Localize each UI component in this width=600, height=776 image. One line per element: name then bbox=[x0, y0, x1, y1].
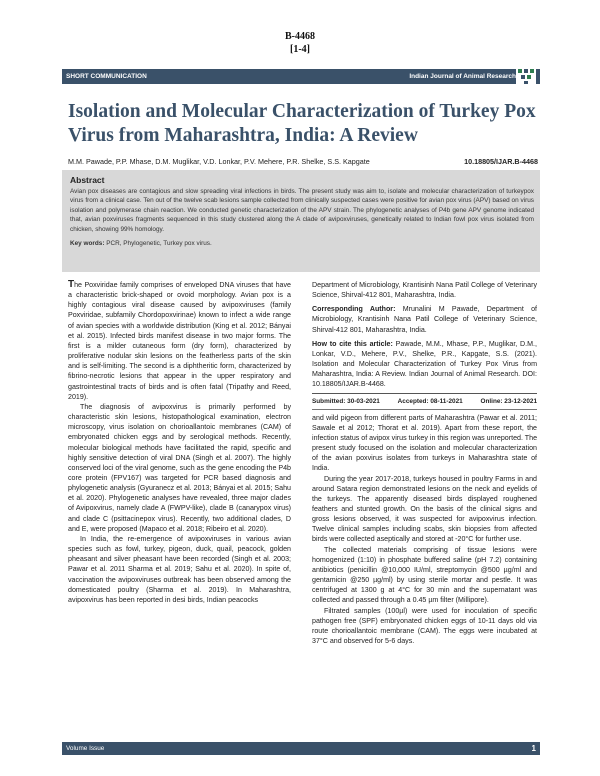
author-line bbox=[68, 157, 538, 166]
affiliation: Department of Microbiology, Krantisinh Nana Patil College of Veterinary Science, Shirval-412 801, Maharashtra, India. bbox=[312, 281, 537, 300]
abstract-text: Avian pox diseases are contagious and slow spreading viral infections in birds. The present study was aim to, isolate and molecular characterization of turkeypox virus from a clinical case. Ten out of the twelve scab lesions sample collected from clinically suspected cases were positive for avian pox virus (APV) based on virus isolation and polymerase chain reaction. We conducted genetic characterization of the APV strain. The phylogenetic analyses of P4b gene APV genome indicated that, avian poxviruses fragments sequenced in this study clustered along the A clade of avipoxviruses, genetically related to Indian fowl pox virus isolated from chicken, showing 99% homology. bbox=[70, 188, 534, 233]
body-paragraph: During the year 2017-2018, turkeys housed in poultry Farms in and around Satara region demonstrated lesions on the neck and eyelids of the turkeys. The apparently diseased birds displayed roughened feathers and stunted growth. On the basis of the clinical signs and gross lesions observed, it was suspected for avipoxvirus infection. Twelve clinical samples including scabs, skin biopsies from affected birds were collected aseptically and stored at -20°C for further use. bbox=[312, 474, 537, 544]
right-column bbox=[312, 280, 537, 646]
page-footer bbox=[62, 742, 540, 755]
drop-cap: T bbox=[68, 279, 75, 290]
doi[interactable]: 10.18805/IJAR.B-4468 bbox=[464, 157, 538, 166]
body-paragraph bbox=[68, 280, 291, 402]
article-dates bbox=[312, 397, 537, 406]
author-list: M.M. Pawade, P.P. Mhase, D.M. Muglikar, V.D. Lonkar, P.V. Mehere, P.R. Shelke, S.S. Kapgate bbox=[68, 157, 370, 166]
divider bbox=[312, 393, 537, 394]
journal-banner bbox=[62, 69, 540, 84]
corresponding-author-label: Corresponding Author: bbox=[312, 305, 396, 314]
journal-logo-icon bbox=[516, 66, 536, 86]
body-paragraph: Filtrated samples (100µl) were used for inoculation of specific pathogen free (SPF) embryonated chicken eggs of 10-11 days old via route chorioallantoic membrane (CAM). The eggs were incubated at 37°C and observed for 5-6 days. bbox=[312, 606, 537, 645]
keywords-text: PCR, Phylogenetic, Turkey pox virus. bbox=[106, 240, 212, 248]
body-paragraph: In India, the re-emergence of avipoxviruses in various avian species such as fowl, turkey, pigeon, duck, quail, peacock, golden pheasant and silver pheasant have been recorded (Singh et al. 2003; Pawar et al. 2011 Sharma et al. 2019; Sahu et al. 2020). In spite of, vaccination the avipoxviruses outbreak has been observed among the domesticated poultry (Sharma et al. 2019). In Maharashtra, avipoxvirus has been reported in desi birds, Indian peacocks bbox=[68, 534, 291, 604]
article-type: SHORT COMMUNICATION bbox=[66, 73, 147, 80]
body-paragraph: The collected materials comprising of tissue lesions were homogenized (1:10) in phosphate buffered saline (pH 7.2) containing antibiotics (penicillin @10,000 IU/ml, streptomycin @500 µg/ml and gentamicin @250 µg/ml) by using sterile mortar and pestle. It was centrifuged at 1300 g at 4°C for 30 min and the supernatant was collected and passed through a 0.45 µm filter (Millipore). bbox=[312, 545, 537, 605]
submitted-date: Submitted: 30-03-2021 bbox=[312, 397, 380, 405]
body-paragraph: and wild pigeon from different parts of Maharashtra (Pawar et al. 2011; Sawale et al 2012; Thorat et al. 2019). Apart from these report, the infection status of avipox virus turkey in this region was unreported. The present study focused on the isolation and molecular characterization of the avian poxvirus isolates from turkeys in Maharashtra state of India. bbox=[312, 413, 538, 473]
article-title: Isolation and Molecular Characterization of Turkey Pox Virus from Maharashtra, India: A Review bbox=[68, 101, 536, 146]
left-column bbox=[68, 280, 291, 605]
page-range: [1-4] bbox=[290, 44, 310, 55]
citation-text: Pawade, M.M., Mhase, P.P., Muglikar, D.M., Lonkar, V.D., Mehere, P.V., Shelke, P.R., Kapgate, S.S. (2021). Isolation and Molecular Characterization of Turkey Pox Virus from Maharashtra, India: A Review. Indian Journal of Animal Research. DOI: 10.18805/IJAR.B-4468. bbox=[312, 339, 537, 389]
keywords bbox=[70, 239, 534, 248]
page-number: 1 bbox=[531, 744, 536, 753]
article-code: B-4468 bbox=[285, 31, 315, 42]
abstract-box bbox=[62, 170, 540, 272]
body-paragraph: The diagnosis of avipoxvirus is primarily performed by characteristic skin lesions, histopathological examination, electron microscopy, virus isolation on chorioallantoic membranes (CAM) of embryonated chicken eggs and by serological methods. Recently, molecular biological methods have facilitated the rapid, specific and highly sensitive detection of viral DNA (Singh et al. 2007). The highly conserved loci of the viral genome, such as the gene encoding the P4b core protein (FPV167) was targeted for PCR based diagnosis and phylogenetic analysis (Gyuranecz et al. 2013; Bányai et al. 2015; Sahu et al. 2020). Phylogenetic analyses have revealed, three major clades of Avipoxvirus, namely clade A (FWPV-like), clade B (canarypox virus) and clade C (psittacinepox virus). Recently, two additional clades, D and E, were proposed (Mapaco et al. 2018; Ribeiro et al. 2020). bbox=[68, 402, 291, 533]
citation-label: How to cite this article: bbox=[312, 339, 393, 348]
online-date: Online: 23-12-2021 bbox=[480, 397, 537, 405]
divider bbox=[312, 409, 537, 410]
journal-name: Indian Journal of Animal Research bbox=[409, 73, 516, 80]
volume-issue: Volume Issue bbox=[66, 745, 105, 752]
manuscript-code bbox=[0, 30, 600, 56]
citation bbox=[312, 339, 537, 390]
abstract-heading: Abstract bbox=[70, 175, 105, 185]
accepted-date: Accepted: 08-11-2021 bbox=[397, 397, 463, 405]
corresponding-author-text: Mrunalini M Pawade, Department of Microbiology, Krantisinh Nana Patil College of Veterinary Science, Shirval-412 801, Maharashtra, India. bbox=[312, 305, 537, 334]
keywords-label: Key words: bbox=[70, 240, 105, 248]
corresponding-author bbox=[312, 304, 537, 334]
paragraph-text: he Poxviridae family comprises of enveloped DNA viruses that have a characteristic brick-shaped or ovoid morphology. Avian pox is a highly contagious viral disease caused by avipoxviruses (family Poxviridae, subfamily Chordopoxvirinae) known to infect a wide range of avian species with a worldwide distribution (King et al. 2012; Bányai et al. 2015). Infected birds manifest disease in two major forms. The first is a milder cutaneous form (dry form), characterized by proliferative nodular skin lesions on the featherless parts of the skin and is self-limiting. The second is a diphtheritic form, characterized by fibrino-necrotic lesions that appear in the upper respiratory and gastrointestinal tracts of birds and is often fatal (Tripathy and Reed, 2019). bbox=[68, 281, 291, 401]
